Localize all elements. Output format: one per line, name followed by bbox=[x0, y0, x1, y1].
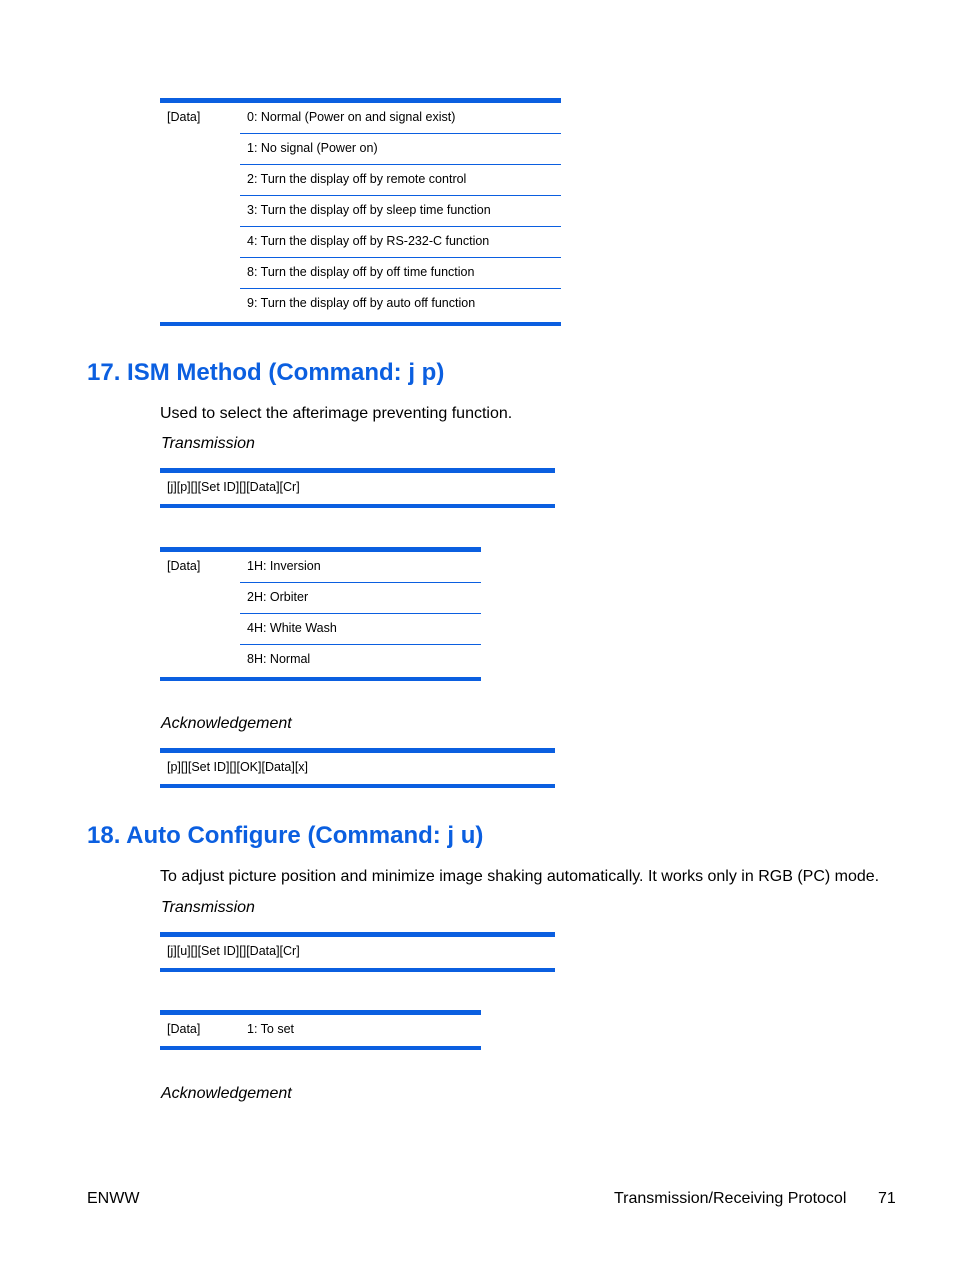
table-cell: 4H: White Wash bbox=[247, 621, 337, 635]
section-17-ack-box bbox=[160, 748, 555, 788]
section-18-data-table bbox=[160, 1010, 481, 1050]
table-row bbox=[160, 1015, 481, 1046]
table-row bbox=[160, 258, 561, 289]
table-cell: 4: Turn the display off by RS-232-C function bbox=[247, 234, 490, 248]
section-17-ack-label: Acknowledgement bbox=[161, 715, 292, 732]
table-row bbox=[160, 614, 481, 645]
section-17-description: Used to select the afterimage preventing function. bbox=[160, 405, 513, 422]
table-cell: 9: Turn the display off by auto off function bbox=[247, 296, 476, 310]
table-row bbox=[160, 103, 561, 134]
table-cell: 2: Turn the display off by remote control bbox=[247, 172, 467, 186]
section-18-transmission-box bbox=[160, 932, 555, 972]
table-row bbox=[160, 227, 561, 258]
table-cell: 2H: Orbiter bbox=[247, 590, 309, 604]
table-cell: 8: Turn the display off by off time function bbox=[247, 265, 475, 279]
section-17-transmission-box bbox=[160, 468, 555, 508]
table-row bbox=[160, 289, 561, 320]
table-row bbox=[160, 583, 481, 614]
transmission-code: [j][p][][Set ID][][Data][Cr] bbox=[167, 480, 300, 494]
table-row bbox=[160, 134, 561, 165]
power-status-table bbox=[160, 98, 561, 326]
ack-code: [p][][Set ID][][OK][Data][x] bbox=[167, 760, 309, 774]
transmission-code: [j][u][][Set ID][][Data][Cr] bbox=[167, 944, 300, 958]
table-cell: 3: Turn the display off by sleep time function bbox=[247, 203, 491, 217]
section-17-heading: 17. ISM Method (Command: j p) bbox=[87, 359, 445, 386]
data-label: [Data] bbox=[167, 559, 201, 573]
table-cell: 1: No signal (Power on) bbox=[247, 141, 378, 155]
table-row bbox=[160, 165, 561, 196]
section-17-transmission-label: Transmission bbox=[161, 435, 255, 452]
section-18-description: To adjust picture position and minimize image shaking automatically. It works only in RGB (PC) mode. bbox=[160, 868, 880, 885]
table-cell: 1: To set bbox=[247, 1022, 295, 1036]
table-cell: 8H: Normal bbox=[247, 652, 311, 666]
table-row bbox=[160, 196, 561, 227]
table-row bbox=[160, 645, 481, 676]
table-cell: 1H: Inversion bbox=[247, 559, 321, 573]
footer-section-title: Transmission/Receiving Protocol bbox=[614, 1190, 847, 1207]
data-label: [Data] bbox=[167, 110, 201, 124]
table-cell: 0: Normal (Power on and signal exist) bbox=[247, 110, 456, 124]
footer-left: ENWW bbox=[87, 1190, 140, 1207]
data-label: [Data] bbox=[167, 1022, 201, 1036]
section-18-transmission-label: Transmission bbox=[161, 899, 255, 916]
section-18-ack-label: Acknowledgement bbox=[161, 1085, 292, 1102]
table-row bbox=[160, 552, 481, 583]
section-17-data-table bbox=[160, 547, 481, 681]
page-number: 71 bbox=[878, 1190, 896, 1207]
section-18-heading: 18. Auto Configure (Command: j u) bbox=[87, 822, 484, 849]
